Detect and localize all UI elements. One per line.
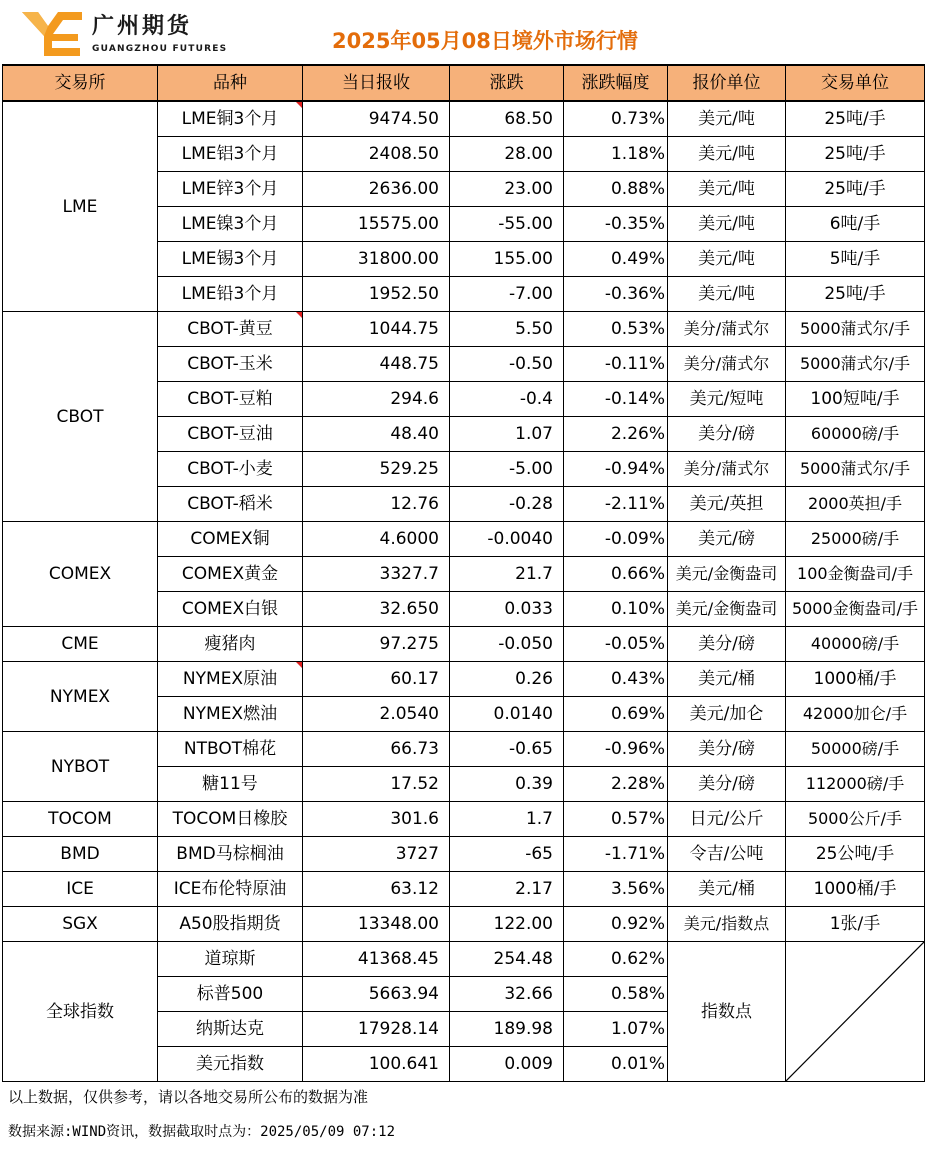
close-cell: 31800.00 <box>303 242 450 277</box>
change-cell: 1.07 <box>450 417 564 452</box>
trade-unit-cell: 5000蒲式尔/手 <box>786 452 925 487</box>
change-pct-cell: -0.36% <box>564 277 668 312</box>
trade-unit-cell: 25吨/手 <box>786 101 925 137</box>
change-cell: -0.65 <box>450 732 564 767</box>
trade-unit-cell: 25吨/手 <box>786 137 925 172</box>
close-cell: 448.75 <box>303 347 450 382</box>
change-pct-cell: 0.66% <box>564 557 668 592</box>
product-cell: LME铅3个月 <box>158 277 303 312</box>
change-cell: 189.98 <box>450 1012 564 1047</box>
product-cell: CBOT-玉米 <box>158 347 303 382</box>
close-cell: 60.17 <box>303 662 450 697</box>
comment-marker-icon <box>296 312 302 318</box>
quote-unit-cell: 美元/吨 <box>668 172 786 207</box>
data-source-note: 数据来源:WIND资讯，数据截取时点为：2025/05/09 07:12 <box>8 1124 396 1140</box>
quote-unit-cell: 日元/公斤 <box>668 802 786 837</box>
change-pct-cell: 0.49% <box>564 242 668 277</box>
exchange-cell: ICE <box>3 872 158 907</box>
quote-unit-cell: 美分/蒲式尔 <box>668 312 786 347</box>
quote-unit-cell: 美分/磅 <box>668 767 786 802</box>
product-cell: NTBOT棉花 <box>158 732 303 767</box>
close-cell: 294.6 <box>303 382 450 417</box>
change-cell: -55.00 <box>450 207 564 242</box>
trade-unit-cell: 25吨/手 <box>786 277 925 312</box>
product-cell: 道琼斯 <box>158 942 303 977</box>
exchange-cell: SGX <box>3 907 158 942</box>
change-cell: -0.50 <box>450 347 564 382</box>
quote-unit-cell: 美分/磅 <box>668 417 786 452</box>
close-cell: 12.76 <box>303 487 450 522</box>
change-pct-cell: 0.43% <box>564 662 668 697</box>
table-body <box>3 101 925 1082</box>
quote-unit-cell: 美元/吨 <box>668 207 786 242</box>
change-cell: 21.7 <box>450 557 564 592</box>
exchange-cell: COMEX <box>3 522 158 627</box>
change-cell: -0.050 <box>450 627 564 662</box>
change-cell: 0.39 <box>450 767 564 802</box>
change-cell: 1.7 <box>450 802 564 837</box>
trade-unit-cell: 5000金衡盎司/手 <box>786 592 925 627</box>
quote-unit-cell: 美分/磅 <box>668 627 786 662</box>
change-pct-cell: -1.71% <box>564 837 668 872</box>
close-cell: 301.6 <box>303 802 450 837</box>
column-header: 交易所 <box>3 65 158 101</box>
product-cell: A50股指期货 <box>158 907 303 942</box>
close-cell: 1044.75 <box>303 312 450 347</box>
table-row <box>3 662 925 697</box>
change-cell: 2.17 <box>450 872 564 907</box>
product-cell: COMEX铜 <box>158 522 303 557</box>
column-header: 品种 <box>158 65 303 101</box>
product-cell: CBOT-稻米 <box>158 487 303 522</box>
trade-unit-cell: 60000磅/手 <box>786 417 925 452</box>
change-pct-cell: -0.94% <box>564 452 668 487</box>
table-row <box>3 312 925 347</box>
trade-unit-cell: 5000蒲式尔/手 <box>786 312 925 347</box>
product-cell: LME镍3个月 <box>158 207 303 242</box>
quote-unit-cell: 美元/桶 <box>668 662 786 697</box>
column-header: 交易单位 <box>786 65 925 101</box>
product-cell: LME铜3个月 <box>158 101 303 137</box>
quote-unit-cell: 美元/短吨 <box>668 382 786 417</box>
change-cell: 28.00 <box>450 137 564 172</box>
change-cell: 0.009 <box>450 1047 564 1082</box>
trade-unit-cell: 112000磅/手 <box>786 767 925 802</box>
quote-unit-cell: 美元/磅 <box>668 522 786 557</box>
table-header <box>3 65 925 101</box>
product-cell: CBOT-豆粕 <box>158 382 303 417</box>
change-pct-cell: 0.73% <box>564 101 668 137</box>
quote-unit-cell: 美元/吨 <box>668 137 786 172</box>
exchange-cell: NYBOT <box>3 732 158 802</box>
close-cell: 32.650 <box>303 592 450 627</box>
change-pct-cell: 0.57% <box>564 802 668 837</box>
close-cell: 9474.50 <box>303 101 450 137</box>
table-row <box>3 942 925 977</box>
column-header: 当日报收 <box>303 65 450 101</box>
trade-unit-cell: 25000磅/手 <box>786 522 925 557</box>
change-cell: 0.26 <box>450 662 564 697</box>
change-cell: 254.48 <box>450 942 564 977</box>
exchange-cell: NYMEX <box>3 662 158 732</box>
logo-text-en: GUANGZHOU FUTURES <box>92 44 228 54</box>
change-cell: -0.0040 <box>450 522 564 557</box>
trade-unit-cell: 5吨/手 <box>786 242 925 277</box>
change-pct-cell: 0.53% <box>564 312 668 347</box>
quotes-table <box>2 64 925 1082</box>
product-cell: ICE布伦特原油 <box>158 872 303 907</box>
trade-unit-cell: 50000磅/手 <box>786 732 925 767</box>
close-cell: 1952.50 <box>303 277 450 312</box>
quote-unit-cell: 令吉/公吨 <box>668 837 786 872</box>
change-pct-cell: -0.11% <box>564 347 668 382</box>
close-cell: 15575.00 <box>303 207 450 242</box>
product-cell: 纳斯达克 <box>158 1012 303 1047</box>
close-cell: 2636.00 <box>303 172 450 207</box>
change-pct-cell: 0.92% <box>564 907 668 942</box>
exchange-cell: TOCOM <box>3 802 158 837</box>
change-pct-cell: -0.14% <box>564 382 668 417</box>
close-cell: 100.641 <box>303 1047 450 1082</box>
product-cell: CBOT-小麦 <box>158 452 303 487</box>
exchange-cell: 全球指数 <box>3 942 158 1082</box>
change-pct-cell: -0.96% <box>564 732 668 767</box>
close-cell: 48.40 <box>303 417 450 452</box>
close-cell: 5663.94 <box>303 977 450 1012</box>
column-header: 涨跌幅度 <box>564 65 668 101</box>
close-cell: 13348.00 <box>303 907 450 942</box>
column-header: 报价单位 <box>668 65 786 101</box>
change-cell: 0.033 <box>450 592 564 627</box>
quote-unit-cell: 美元/金衡盎司 <box>668 592 786 627</box>
close-cell: 4.6000 <box>303 522 450 557</box>
change-pct-cell: 1.07% <box>564 1012 668 1047</box>
product-cell: LME锡3个月 <box>158 242 303 277</box>
product-cell: TOCOM日橡胶 <box>158 802 303 837</box>
trade-unit-cell: 25公吨/手 <box>786 837 925 872</box>
comment-marker-icon <box>296 102 302 108</box>
quote-unit-cell: 美元/加仑 <box>668 697 786 732</box>
quote-unit-cell: 美元/金衡盎司 <box>668 557 786 592</box>
change-cell: 5.50 <box>450 312 564 347</box>
change-cell: 68.50 <box>450 101 564 137</box>
change-cell: -7.00 <box>450 277 564 312</box>
trade-unit-cell: 2000英担/手 <box>786 487 925 522</box>
trade-unit-cell <box>786 942 925 1082</box>
trade-unit-cell: 6吨/手 <box>786 207 925 242</box>
product-cell: BMD马棕榈油 <box>158 837 303 872</box>
exchange-cell: CME <box>3 627 158 662</box>
table-row <box>3 522 925 557</box>
change-pct-cell: 0.88% <box>564 172 668 207</box>
quote-unit-cell: 指数点 <box>668 942 786 1082</box>
trade-unit-cell: 100金衡盎司/手 <box>786 557 925 592</box>
change-pct-cell: 1.18% <box>564 137 668 172</box>
product-cell: 标普500 <box>158 977 303 1012</box>
product-cell: LME铝3个月 <box>158 137 303 172</box>
change-cell: 32.66 <box>450 977 564 1012</box>
logo-mark-icon <box>22 12 82 58</box>
quote-unit-cell: 美元/指数点 <box>668 907 786 942</box>
table-row <box>3 732 925 767</box>
company-logo <box>22 12 228 58</box>
close-cell: 17928.14 <box>303 1012 450 1047</box>
product-cell: COMEX黄金 <box>158 557 303 592</box>
close-cell: 2408.50 <box>303 137 450 172</box>
change-pct-cell: -2.11% <box>564 487 668 522</box>
exchange-cell: LME <box>3 101 158 312</box>
product-cell: CBOT-黄豆 <box>158 312 303 347</box>
close-cell: 97.275 <box>303 627 450 662</box>
table-row <box>3 101 925 137</box>
change-cell: 155.00 <box>450 242 564 277</box>
change-cell: 23.00 <box>450 172 564 207</box>
change-pct-cell: 3.56% <box>564 872 668 907</box>
product-cell: COMEX白银 <box>158 592 303 627</box>
change-pct-cell: -0.09% <box>564 522 668 557</box>
exchange-cell: BMD <box>3 837 158 872</box>
change-pct-cell: 0.01% <box>564 1047 668 1082</box>
change-pct-cell: 0.69% <box>564 697 668 732</box>
change-pct-cell: 0.62% <box>564 942 668 977</box>
change-cell: -65 <box>450 837 564 872</box>
close-cell: 3327.7 <box>303 557 450 592</box>
close-cell: 63.12 <box>303 872 450 907</box>
comment-marker-icon <box>296 662 302 668</box>
close-cell: 3727 <box>303 837 450 872</box>
change-cell: 122.00 <box>450 907 564 942</box>
logo-text-cn: 广州期货 <box>92 14 193 39</box>
trade-unit-cell: 100短吨/手 <box>786 382 925 417</box>
table-row <box>3 802 925 837</box>
close-cell: 66.73 <box>303 732 450 767</box>
table-row <box>3 837 925 872</box>
product-cell: 瘦猪肉 <box>158 627 303 662</box>
close-cell: 41368.45 <box>303 942 450 977</box>
close-cell: 17.52 <box>303 767 450 802</box>
quote-unit-cell: 美元/吨 <box>668 101 786 137</box>
close-cell: 2.0540 <box>303 697 450 732</box>
trade-unit-cell: 5000公斤/手 <box>786 802 925 837</box>
header-row <box>3 65 925 101</box>
change-pct-cell: 2.28% <box>564 767 668 802</box>
disclaimer-note: 以上数据，仅供参考，请以各地交易所公布的数据为准 <box>8 1088 369 1106</box>
trade-unit-cell: 5000蒲式尔/手 <box>786 347 925 382</box>
change-pct-cell: -0.35% <box>564 207 668 242</box>
change-pct-cell: 0.10% <box>564 592 668 627</box>
change-pct-cell: -0.05% <box>564 627 668 662</box>
product-cell: NYMEX原油 <box>158 662 303 697</box>
trade-unit-cell: 1000桶/手 <box>786 872 925 907</box>
quote-unit-cell: 美元/英担 <box>668 487 786 522</box>
trade-unit-cell: 42000加仑/手 <box>786 697 925 732</box>
column-header: 涨跌 <box>450 65 564 101</box>
product-cell: NYMEX燃油 <box>158 697 303 732</box>
close-cell: 529.25 <box>303 452 450 487</box>
change-cell: 0.0140 <box>450 697 564 732</box>
quote-unit-cell: 美分/蒲式尔 <box>668 452 786 487</box>
quote-unit-cell: 美分/磅 <box>668 732 786 767</box>
change-cell: -0.4 <box>450 382 564 417</box>
change-pct-cell: 0.58% <box>564 977 668 1012</box>
change-cell: -5.00 <box>450 452 564 487</box>
trade-unit-cell: 1000桶/手 <box>786 662 925 697</box>
diagonal-slash-icon <box>786 942 924 1081</box>
trade-unit-cell: 40000磅/手 <box>786 627 925 662</box>
change-cell: -0.28 <box>450 487 564 522</box>
quote-unit-cell: 美元/吨 <box>668 277 786 312</box>
trade-unit-cell: 25吨/手 <box>786 172 925 207</box>
quote-unit-cell: 美元/桶 <box>668 872 786 907</box>
trade-unit-cell: 1张/手 <box>786 907 925 942</box>
change-pct-cell: 2.26% <box>564 417 668 452</box>
product-cell: 美元指数 <box>158 1047 303 1082</box>
table-row <box>3 627 925 662</box>
page-title: 2025年05月08日境外市场行情 <box>332 29 638 53</box>
quote-unit-cell: 美分/蒲式尔 <box>668 347 786 382</box>
report-header <box>0 0 926 64</box>
table-row <box>3 907 925 942</box>
product-cell: 糖11号 <box>158 767 303 802</box>
quote-unit-cell: 美元/吨 <box>668 242 786 277</box>
product-cell: LME锌3个月 <box>158 172 303 207</box>
product-cell: CBOT-豆油 <box>158 417 303 452</box>
table-row <box>3 872 925 907</box>
exchange-cell: CBOT <box>3 312 158 522</box>
